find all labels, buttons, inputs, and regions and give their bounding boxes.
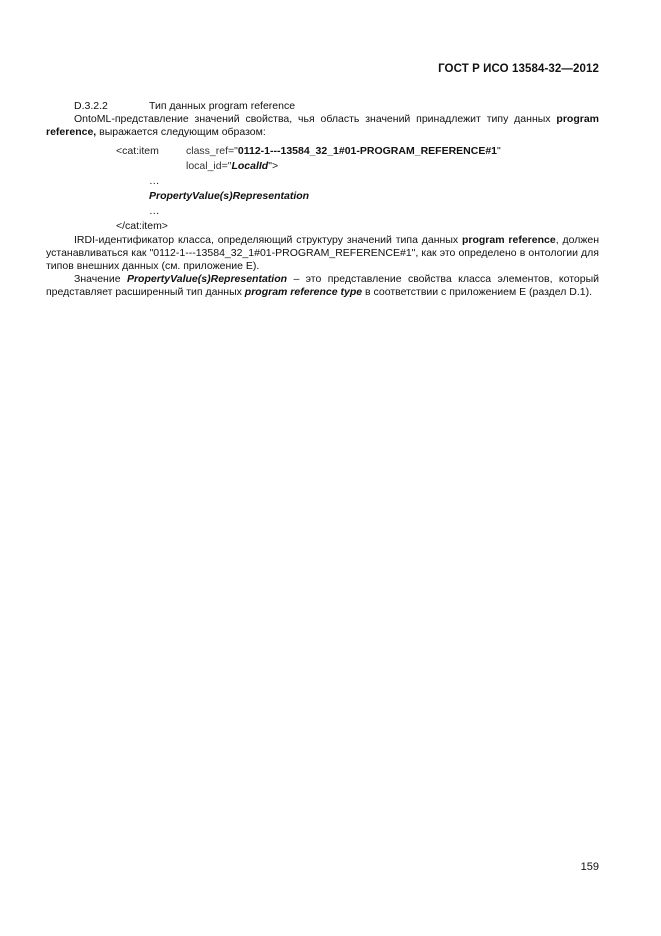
code-class-ref-attr: class_ref=" <box>186 145 238 157</box>
p2-text-end: в соответствии с приложением Е (раздел D.1). <box>362 286 593 298</box>
code-representation: PropertyValue(s)Representation <box>149 190 310 202</box>
paragraph-irdi <box>46 234 599 273</box>
section-heading <box>46 100 599 113</box>
code-line-local-id <box>116 159 596 174</box>
code-open-tag: <cat:item <box>116 145 159 157</box>
code-ellipsis-1: … <box>149 175 160 187</box>
section-d-3-2-2 <box>46 100 599 139</box>
code-ellipsis-2: … <box>149 205 160 217</box>
section-number: D.3.2.2 <box>74 100 108 112</box>
section-intro-paragraph <box>46 113 599 139</box>
p2-type-term: program reference type <box>244 286 363 298</box>
code-class-ref-value: 0112-1---13584_32_1#01-PROGRAM_REFERENCE#1 <box>237 145 498 157</box>
document-header: ГОСТ Р ИСО 13584-32—2012 <box>438 63 599 75</box>
body-text <box>46 234 599 299</box>
intro-bold-term: program reference, <box>46 113 599 138</box>
intro-text-end: выражается следующим образом: <box>96 126 266 138</box>
paragraph-value <box>46 273 599 299</box>
code-local-id-close: "> <box>268 160 279 172</box>
intro-text: OntoML-представление значений свойства, чья область значений принадлежит типу данных <box>74 113 557 125</box>
p2-text-mid: – это представление свойства класса элементов, который представляет расширенный тип данных <box>46 273 600 298</box>
p1-bold-term: program reference <box>461 234 556 246</box>
p1-text-end: , должен устанавливаться как "0112-1---13584_32_1#01-PROGRAM_REFERENCE#1", как это определено в онтологии для типов внешних данных (см. приложение Е). <box>46 234 599 272</box>
p2-text: Значение <box>74 273 127 285</box>
code-line-open <box>116 144 596 159</box>
code-local-id-value: LocalId <box>231 160 269 172</box>
p1-text: IRDI-идентификатор класса, определяющий структуру значений типа данных <box>74 234 462 246</box>
code-close-tag: </cat:item> <box>116 220 168 232</box>
page-number: 159 <box>580 861 599 873</box>
code-local-id-attr: local_id=" <box>186 160 232 172</box>
p2-representation-term: PropertyValue(s)Representation <box>126 273 288 285</box>
code-quote: " <box>497 145 501 157</box>
section-title: Тип данных program reference <box>149 100 296 112</box>
xml-code-example <box>116 144 596 234</box>
